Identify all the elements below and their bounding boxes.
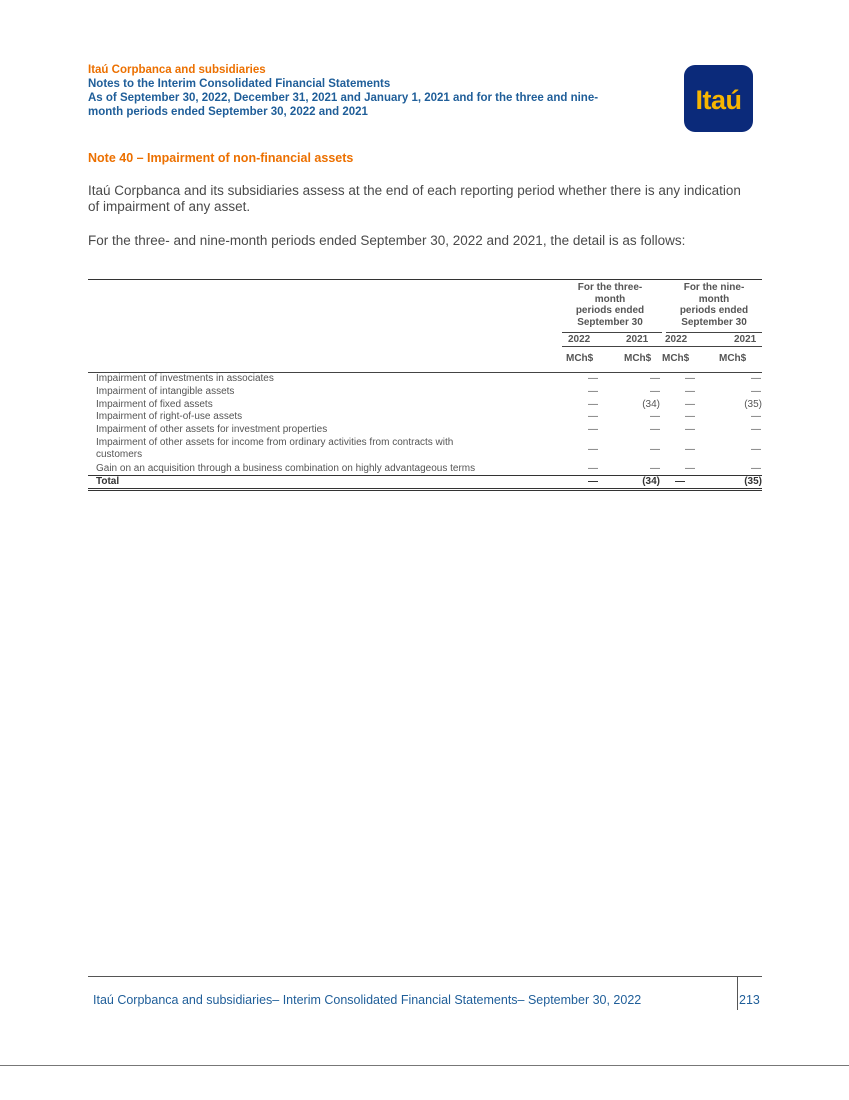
- year-rule: [562, 346, 762, 347]
- col-group-three-month: [562, 282, 658, 328]
- unit-col2: MCh$: [624, 353, 652, 364]
- row-cell: —: [751, 411, 761, 422]
- group2-line2: month: [698, 293, 730, 305]
- row-cell: —: [685, 386, 695, 397]
- header-period-line1: As of September 30, 2022, December 31, 2021 and January 1, 2021 and for the three and nine-: [88, 92, 599, 104]
- row-label: Impairment of intangible assets: [96, 386, 235, 397]
- row-label: Impairment of other assets for income from ordinary activities from contracts with: [96, 437, 454, 448]
- year-col2: 2021: [626, 334, 649, 345]
- row-cell: (35): [744, 399, 762, 410]
- row-cell: —: [751, 424, 761, 435]
- unit-col1: MCh$: [566, 353, 594, 364]
- total-bottom-rule-1: [88, 488, 762, 489]
- unit-col3: MCh$: [662, 353, 690, 364]
- row-cell: —: [685, 411, 695, 422]
- row-cell: —: [751, 386, 761, 397]
- footer-rule: [88, 976, 762, 977]
- intro-paragraph: [88, 183, 768, 215]
- total-cell: —: [675, 476, 685, 487]
- detail-paragraph: For the three- and nine-month periods ended September 30, 2022 and 2021, the detail is as follows:: [88, 233, 686, 248]
- footer-text: Itaú Corpbanca and subsidiaries– Interim Consolidated Financial Statements– September 30, 2022: [93, 993, 642, 1007]
- row-label: Impairment of other assets for investment properties: [96, 424, 328, 435]
- row-cell: —: [650, 463, 660, 474]
- header-subtitle: Notes to the Interim Consolidated Financial Statements: [88, 78, 391, 90]
- group2-line1: For the nine-: [683, 282, 745, 293]
- row-cell: —: [650, 444, 660, 455]
- row-cell: —: [685, 444, 695, 455]
- row-label: Gain on an acquisition through a business combination on highly advantageous terms: [96, 463, 476, 474]
- impairment-table: [88, 279, 762, 491]
- row-cell: —: [751, 444, 761, 455]
- row-cell: —: [588, 424, 598, 435]
- group1-line3: periods ended: [575, 305, 645, 316]
- intro-line-2: of impairment of any asset.: [88, 199, 251, 214]
- row-cell: —: [650, 386, 660, 397]
- header-period-line2: month periods ended September 30, 2022 and 2021: [88, 106, 368, 118]
- row-cell: —: [685, 463, 695, 474]
- year-col4: 2021: [734, 334, 757, 345]
- note-title: Note 40 – Impairment of non-financial assets: [88, 151, 354, 165]
- row-cell: —: [588, 444, 598, 455]
- row-label: Impairment of investments in associates: [96, 373, 274, 384]
- total-label: Total: [96, 476, 120, 487]
- year-col1: 2022: [568, 334, 591, 345]
- row-cell: —: [751, 463, 761, 474]
- group1-line2: month: [594, 293, 626, 305]
- row-cell: —: [685, 373, 695, 384]
- itau-logo: [684, 65, 753, 132]
- total-cell: (34): [642, 476, 660, 487]
- row-cell: —: [650, 411, 660, 422]
- logo-text: Itaú: [695, 85, 742, 115]
- row-cell: (34): [642, 399, 660, 410]
- page-bottom-edge: [0, 1065, 849, 1066]
- row-cell: —: [588, 463, 598, 474]
- row-cell: —: [650, 424, 660, 435]
- row-cell: —: [588, 411, 598, 422]
- row-cell: —: [685, 399, 695, 410]
- row-cell: —: [588, 399, 598, 410]
- col-group-nine-month: [666, 282, 762, 328]
- table-top-rule: [88, 279, 762, 280]
- total-cell: (35): [744, 476, 762, 487]
- row-cell: —: [650, 373, 660, 384]
- row-label-continued: customers: [96, 449, 143, 460]
- page-number: 213: [739, 993, 760, 1007]
- group1-rule: [562, 332, 662, 333]
- row-cell: —: [588, 373, 598, 384]
- total-cell: —: [588, 476, 598, 487]
- row-label: Impairment of right-of-use assets: [96, 411, 243, 422]
- group2-rule: [666, 332, 762, 333]
- unit-col4: MCh$: [719, 353, 747, 364]
- document-header: [88, 63, 668, 119]
- group2-line4: September 30: [681, 316, 747, 328]
- group1-line1: For the three-: [577, 282, 643, 293]
- total-bottom-rule-2: [88, 490, 762, 491]
- row-cell: —: [751, 373, 761, 384]
- group2-line3: periods ended: [679, 305, 749, 316]
- row-label: Impairment of fixed assets: [96, 399, 213, 410]
- year-col3: 2022: [665, 334, 688, 345]
- footer-divider: [737, 976, 738, 1010]
- group1-line4: September 30: [577, 316, 643, 328]
- total-top-rule: [88, 475, 762, 476]
- row-cell: —: [685, 424, 695, 435]
- company-name: Itaú Corpbanca and subsidiaries: [88, 64, 266, 76]
- row-cell: —: [588, 386, 598, 397]
- intro-line-1: Itaú Corpbanca and its subsidiaries assess at the end of each reporting period whether there is any indication: [88, 183, 741, 198]
